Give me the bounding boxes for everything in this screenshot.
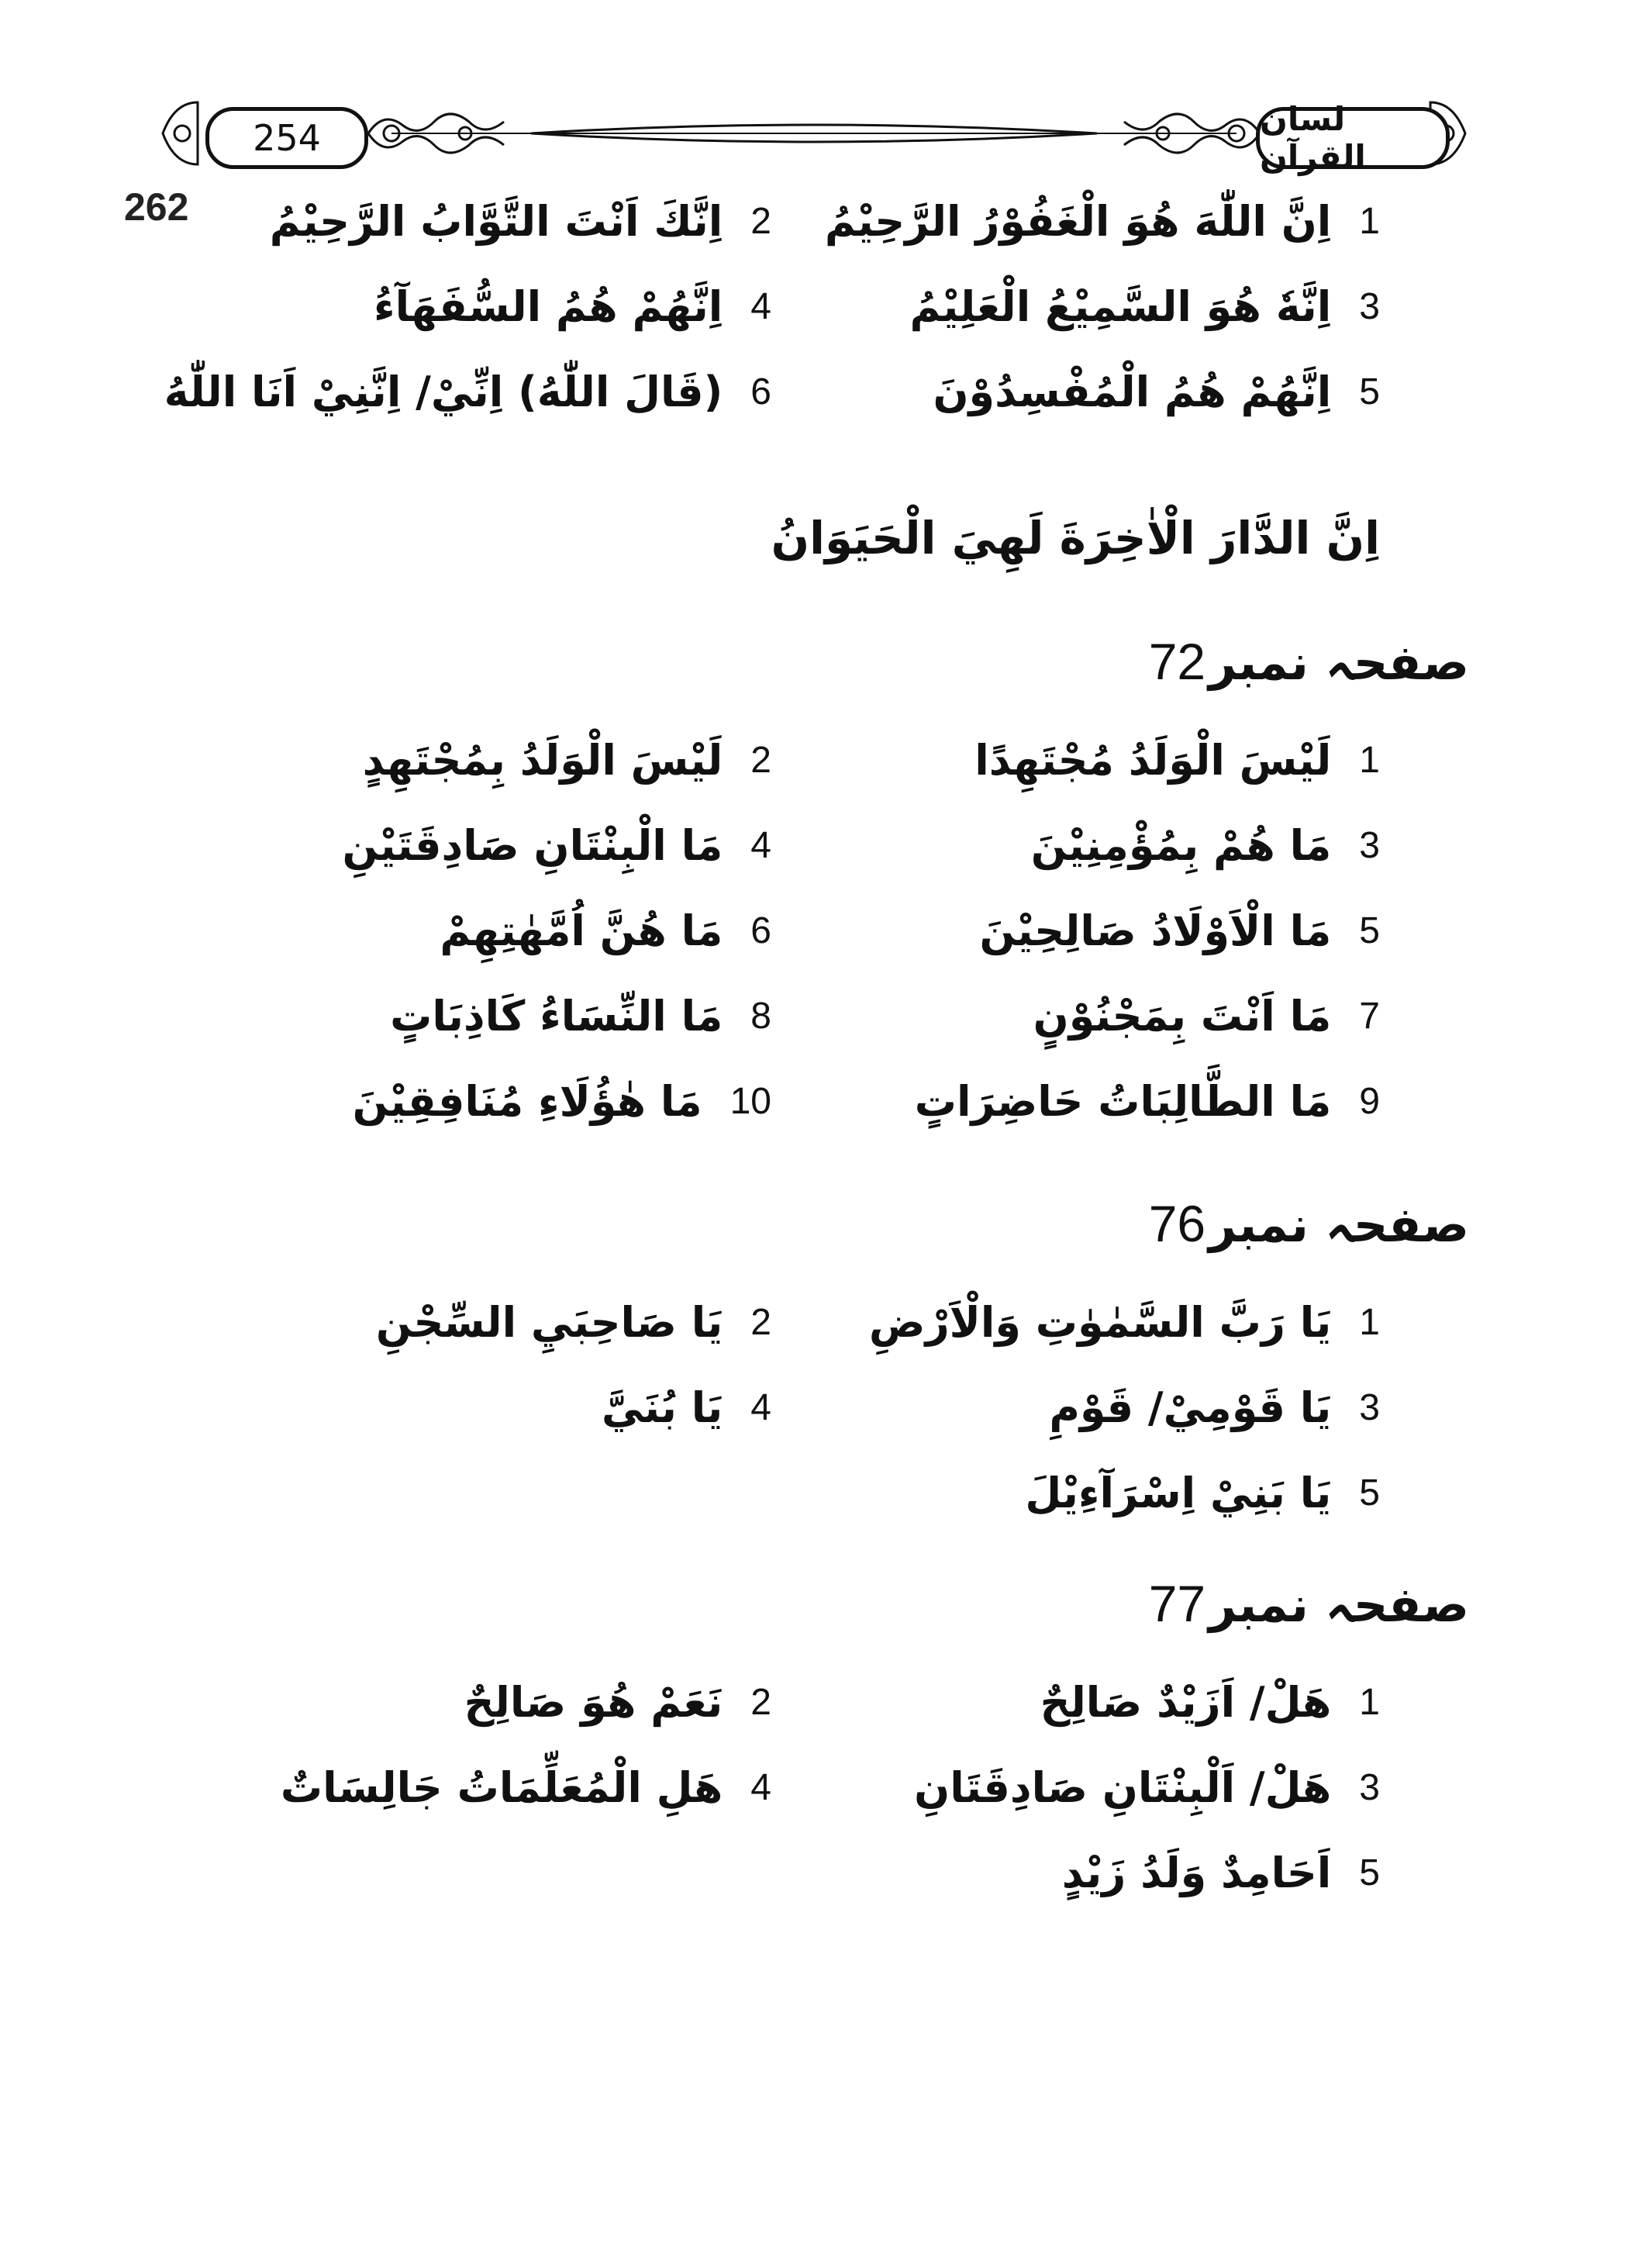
list-item [363, 725, 771, 795]
list-row [0, 725, 1628, 795]
list-item [869, 1287, 1380, 1357]
item-text: يَا بَنِيْ اِسْرَآءِيْلَ [1025, 1468, 1332, 1517]
item-number: 1 [1359, 200, 1380, 242]
item-number: 4 [750, 824, 771, 866]
item-number: 6 [750, 910, 771, 951]
item-number: 3 [1359, 285, 1380, 327]
item-text: اِنَّهٗ هُوَ السَّمِيْعُ الْعَلِيْمُ [909, 281, 1332, 331]
list-row [0, 1667, 1628, 1737]
item-number: 5 [1359, 371, 1380, 413]
item-number: 6 [750, 371, 771, 413]
item-text: يَا قَوْمِيْ/ قَوْمِ [1049, 1383, 1332, 1432]
list-row [0, 1066, 1628, 1136]
item-number: 2 [750, 739, 771, 781]
item-number: 1 [1359, 1681, 1380, 1723]
page-number: 254 [253, 117, 321, 159]
list-item [440, 896, 771, 965]
item-text: نَعَمْ هُوَ صَالِحٌ [464, 1677, 723, 1727]
list-item [464, 1667, 771, 1737]
list-row [0, 981, 1628, 1051]
item-text: اِنَّ اللّٰهَ هُوَ الْغَفُوْرُ الرَّحِيْمُ [824, 196, 1332, 246]
list-item [1062, 1838, 1380, 1907]
page-header [159, 85, 1469, 186]
item-number: 4 [750, 1766, 771, 1808]
list-item [933, 357, 1380, 426]
item-number: 2 [750, 1681, 771, 1723]
section-heading-77 [1149, 1574, 1469, 1633]
list-row [0, 186, 1628, 256]
item-text: اِنَّهُمْ هُمُ الْمُفْسِدُوْنَ [933, 367, 1332, 416]
list-item [914, 1752, 1380, 1822]
list-item [1040, 1667, 1380, 1737]
list-item [602, 1372, 771, 1442]
list-item [270, 186, 771, 256]
item-number: 3 [1359, 824, 1380, 866]
section-label: صفحہ نمبر [1209, 1196, 1469, 1253]
item-text: يَا صَاحِبَيِ السِّجْنِ [375, 1297, 723, 1347]
item-number: 5 [1359, 1852, 1380, 1893]
section-heading-76 [1149, 1194, 1469, 1253]
item-number: 1 [1359, 739, 1380, 781]
list-item [825, 186, 1380, 256]
list-item [910, 271, 1381, 341]
list-item [915, 1066, 1380, 1136]
list-row [0, 1287, 1628, 1357]
page-number-badge [205, 107, 368, 169]
side-page-number: 262 [124, 185, 189, 229]
item-number: 9 [1359, 1080, 1380, 1122]
item-text: يَا رَبَّ السَّمٰوٰتِ وَالْاَرْضِ [868, 1297, 1332, 1347]
section-number: 77 [1148, 1575, 1206, 1632]
item-number: 2 [750, 200, 771, 242]
section-label: صفحہ نمبر [1209, 1576, 1469, 1633]
list-row [0, 1838, 1628, 1907]
list-item [342, 810, 771, 880]
item-text: لَيْسَ الْوَلَدُ مُجْتَهِدًا [974, 735, 1332, 785]
section-heading-72 [1149, 632, 1469, 691]
list-row [0, 810, 1628, 880]
item-text: مَا هُنَّ اُمَّهٰتِهِمْ [440, 906, 723, 955]
list-row [0, 271, 1628, 341]
list-item [353, 1066, 771, 1136]
item-text: مَا النِّسَاءُ كَاذِبَاتٍ [390, 991, 723, 1041]
item-number: 8 [750, 995, 771, 1037]
list-row [0, 896, 1628, 965]
list-item [979, 896, 1380, 965]
item-number: 4 [750, 285, 771, 327]
list-row [0, 1372, 1628, 1442]
list-item [376, 1287, 771, 1357]
list-item [374, 271, 771, 341]
list-item [974, 725, 1380, 795]
book-title-badge [1256, 100, 1450, 176]
item-number: 4 [750, 1386, 771, 1428]
item-text: مَا الْبِنْتَانِ صَادِقَتَيْنِ [342, 820, 723, 870]
list-item [281, 1752, 771, 1822]
item-text: مَا الْاَوْلَادُ صَالِحِيْنَ [979, 906, 1332, 955]
item-number: 10 [729, 1080, 771, 1122]
item-number: 5 [1359, 1472, 1380, 1514]
item-text: مَا هُمْ بِمُؤْمِنِيْنَ [1030, 820, 1332, 870]
item-text: هَلِ الْمُعَلِّمَاتُ جَالِسَاتٌ [280, 1762, 723, 1812]
list-item [164, 357, 771, 426]
list-item [1031, 810, 1380, 880]
item-number: 1 [1359, 1301, 1380, 1343]
example-sentence: اِنَّ الدَّارَ الْاٰخِرَةَ لَهِيَ الْحَيَوَانُ [771, 512, 1380, 564]
item-text: اَحَامِدٌ وَلَدُ زَيْدٍ [1061, 1848, 1332, 1897]
list-row [0, 1752, 1628, 1822]
item-text: لَيْسَ الْوَلَدُ بِمُجْتَهِدٍ [362, 735, 723, 785]
item-text: اِنَّكَ اَنْتَ التَّوَّابُ الرَّحِيْمُ [269, 196, 723, 246]
book-title: لسان القرآن [1260, 100, 1366, 176]
item-number: 2 [750, 1301, 771, 1343]
section-label: صفحہ نمبر [1209, 634, 1469, 691]
section-number: 76 [1148, 1195, 1206, 1252]
list-item [390, 981, 771, 1051]
item-text: مَا الطَّالِبَاتُ حَاضِرَاتٍ [914, 1076, 1332, 1126]
item-number: 7 [1359, 995, 1380, 1037]
list-item [1033, 981, 1380, 1051]
item-text: هَلْ/ اَلْبِنْتَانِ صَادِقَتَانِ [914, 1762, 1332, 1812]
item-number: 5 [1359, 910, 1380, 951]
item-number: 3 [1359, 1386, 1380, 1428]
item-text: اِنَّهُمْ هُمُ السُّفَهَآءُ [373, 281, 723, 331]
item-text: هَلْ/ اَزَيْدٌ صَالِحٌ [1040, 1677, 1332, 1727]
list-row [0, 357, 1628, 426]
section-number: 72 [1148, 633, 1206, 690]
item-text: (قَالَ اللّٰهُ) اِنِّيْ/ اِنَّنِيْ اَنَا اللّٰهُ [164, 367, 723, 416]
item-text: مَا هٰؤُلَاءِ مُنَافِقِيْنَ [352, 1076, 702, 1126]
item-number: 3 [1359, 1766, 1380, 1808]
item-text: يَا بُنَيَّ [601, 1383, 723, 1432]
item-text: مَا اَنْتَ بِمَجْنُوْنٍ [1033, 991, 1332, 1041]
list-item [1049, 1372, 1380, 1442]
list-row [0, 1458, 1628, 1528]
list-item [1025, 1458, 1380, 1528]
